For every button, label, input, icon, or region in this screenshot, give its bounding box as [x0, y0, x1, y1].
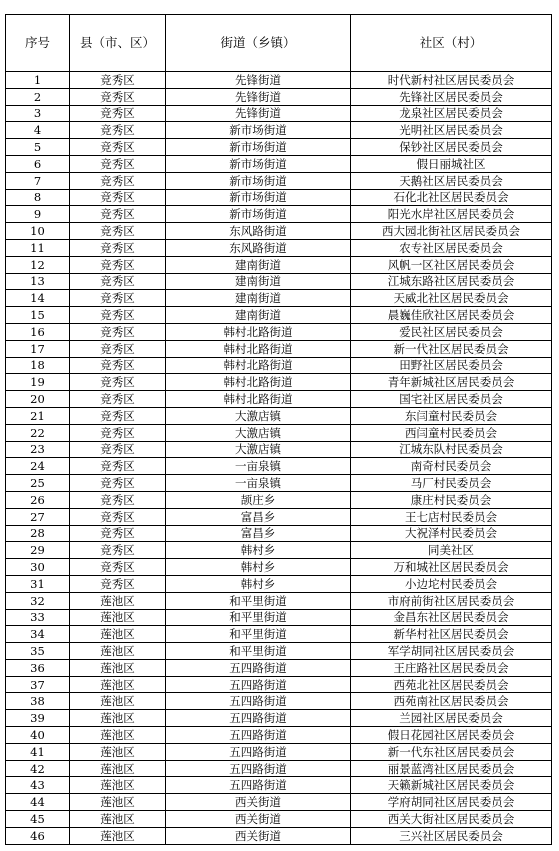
cell-community: 康庄村民委员会 — [351, 491, 552, 508]
cell-community: 农专社区居民委员会 — [351, 239, 552, 256]
cell-street: 韩村北路街道 — [166, 357, 351, 374]
cell-county: 竞秀区 — [70, 72, 166, 89]
cell-community: 三兴社区居民委员会 — [351, 827, 552, 844]
cell-community: 西闫童村民委员会 — [351, 424, 552, 441]
table-row — [6, 592, 552, 609]
cell-community: 天威北社区居民委员会 — [351, 290, 552, 307]
cell-county: 莲池区 — [70, 727, 166, 744]
cell-community: 先锋社区居民委员会 — [351, 88, 552, 105]
cell-serial: 41 — [6, 743, 70, 760]
cell-county: 莲池区 — [70, 659, 166, 676]
cell-community: 王庄路社区居民委员会 — [351, 659, 552, 676]
cell-street: 东风路街道 — [166, 223, 351, 240]
cell-serial: 23 — [6, 441, 70, 458]
cell-street: 新市场街道 — [166, 122, 351, 139]
cell-community: 江城东路社区居民委员会 — [351, 273, 552, 290]
cell-street: 先锋街道 — [166, 105, 351, 122]
cell-serial: 9 — [6, 206, 70, 223]
cell-county: 莲池区 — [70, 760, 166, 777]
table-row — [6, 340, 552, 357]
cell-serial: 46 — [6, 827, 70, 844]
cell-county: 竞秀区 — [70, 323, 166, 340]
table-row — [6, 626, 552, 643]
table-row — [6, 491, 552, 508]
cell-community: 阳光水岸社区居民委员会 — [351, 206, 552, 223]
cell-serial: 7 — [6, 172, 70, 189]
table-row — [6, 575, 552, 592]
cell-county: 竞秀区 — [70, 273, 166, 290]
header-community: 社区（村） — [351, 15, 552, 72]
cell-street: 五四路街道 — [166, 743, 351, 760]
cell-community: 新一代东社区居民委员会 — [351, 743, 552, 760]
cell-street: 韩村乡 — [166, 575, 351, 592]
cell-county: 竞秀区 — [70, 256, 166, 273]
cell-community: 爱民社区居民委员会 — [351, 323, 552, 340]
table-row — [6, 391, 552, 408]
cell-county: 竞秀区 — [70, 357, 166, 374]
table-row — [6, 659, 552, 676]
cell-street: 西关街道 — [166, 811, 351, 828]
cell-serial: 8 — [6, 189, 70, 206]
cell-street: 大激店镇 — [166, 441, 351, 458]
cell-street: 韩村北路街道 — [166, 374, 351, 391]
cell-community: 青年新城社区居民委员会 — [351, 374, 552, 391]
cell-community: 光明社区居民委员会 — [351, 122, 552, 139]
cell-community: 丽景蓝湾社区居民委员会 — [351, 760, 552, 777]
cell-community: 石化北社区居民委员会 — [351, 189, 552, 206]
cell-community: 天鹅社区居民委员会 — [351, 172, 552, 189]
cell-serial: 20 — [6, 391, 70, 408]
table-row — [6, 827, 552, 844]
cell-county: 莲池区 — [70, 693, 166, 710]
cell-serial: 24 — [6, 458, 70, 475]
cell-serial: 18 — [6, 357, 70, 374]
table-row — [6, 172, 552, 189]
cell-county: 莲池区 — [70, 811, 166, 828]
cell-county: 竞秀区 — [70, 307, 166, 324]
cell-serial: 30 — [6, 559, 70, 576]
cell-community: 金昌东社区居民委员会 — [351, 609, 552, 626]
header-serial: 序号 — [6, 15, 70, 72]
cell-county: 竞秀区 — [70, 508, 166, 525]
cell-community: 市府前街社区居民委员会 — [351, 592, 552, 609]
table-row — [6, 139, 552, 156]
cell-county: 竞秀区 — [70, 424, 166, 441]
table-row — [6, 374, 552, 391]
cell-serial: 25 — [6, 475, 70, 492]
cell-street: 新市场街道 — [166, 172, 351, 189]
cell-county: 竞秀区 — [70, 542, 166, 559]
cell-serial: 40 — [6, 727, 70, 744]
cell-county: 莲池区 — [70, 676, 166, 693]
cell-county: 莲池区 — [70, 794, 166, 811]
cell-serial: 15 — [6, 307, 70, 324]
cell-street: 新市场街道 — [166, 206, 351, 223]
cell-community: 新一代社区居民委员会 — [351, 340, 552, 357]
cell-county: 竞秀区 — [70, 155, 166, 172]
cell-street: 韩村北路街道 — [166, 391, 351, 408]
cell-serial: 36 — [6, 659, 70, 676]
table-body — [6, 72, 552, 845]
cell-serial: 33 — [6, 609, 70, 626]
cell-serial: 38 — [6, 693, 70, 710]
cell-serial: 21 — [6, 407, 70, 424]
cell-county: 竞秀区 — [70, 105, 166, 122]
table-row — [6, 643, 552, 660]
cell-serial: 22 — [6, 424, 70, 441]
cell-county: 竞秀区 — [70, 407, 166, 424]
cell-serial: 19 — [6, 374, 70, 391]
cell-community: 东闫童村民委员会 — [351, 407, 552, 424]
cell-county: 竞秀区 — [70, 458, 166, 475]
cell-street: 五四路街道 — [166, 760, 351, 777]
header-county: 县（市、区） — [70, 15, 166, 72]
header-row — [6, 15, 552, 72]
cell-community: 龙泉社区居民委员会 — [351, 105, 552, 122]
community-table — [5, 14, 552, 845]
cell-street: 大激店镇 — [166, 407, 351, 424]
cell-community: 南奇村民委员会 — [351, 458, 552, 475]
cell-community: 假日丽城社区 — [351, 155, 552, 172]
table-row — [6, 508, 552, 525]
cell-county: 竞秀区 — [70, 122, 166, 139]
table-header — [6, 15, 552, 72]
cell-community: 国宅社区居民委员会 — [351, 391, 552, 408]
cell-county: 竞秀区 — [70, 139, 166, 156]
cell-community: 兰园社区居民委员会 — [351, 710, 552, 727]
cell-serial: 45 — [6, 811, 70, 828]
table-row — [6, 693, 552, 710]
cell-street: 西关街道 — [166, 827, 351, 844]
table-row — [6, 273, 552, 290]
cell-community: 同美社区 — [351, 542, 552, 559]
cell-community: 马厂村民委员会 — [351, 475, 552, 492]
table-row — [6, 290, 552, 307]
cell-community: 小边坨村民委员会 — [351, 575, 552, 592]
cell-county: 竞秀区 — [70, 374, 166, 391]
cell-county: 竞秀区 — [70, 559, 166, 576]
table-row — [6, 727, 552, 744]
cell-street: 一亩泉镇 — [166, 475, 351, 492]
cell-county: 竞秀区 — [70, 206, 166, 223]
cell-county: 莲池区 — [70, 592, 166, 609]
table-row — [6, 155, 552, 172]
cell-street: 建南街道 — [166, 307, 351, 324]
cell-street: 西关街道 — [166, 794, 351, 811]
cell-serial: 27 — [6, 508, 70, 525]
cell-county: 竞秀区 — [70, 290, 166, 307]
cell-county: 竞秀区 — [70, 525, 166, 542]
cell-serial: 39 — [6, 710, 70, 727]
table-row — [6, 743, 552, 760]
table-row — [6, 458, 552, 475]
cell-street: 韩村北路街道 — [166, 323, 351, 340]
cell-county: 莲池区 — [70, 609, 166, 626]
table-row — [6, 239, 552, 256]
table-row — [6, 223, 552, 240]
cell-street: 和平里街道 — [166, 592, 351, 609]
cell-serial: 3 — [6, 105, 70, 122]
cell-street: 五四路街道 — [166, 676, 351, 693]
cell-serial: 26 — [6, 491, 70, 508]
table-row — [6, 307, 552, 324]
cell-county: 莲池区 — [70, 827, 166, 844]
cell-community: 江城东队村民委员会 — [351, 441, 552, 458]
cell-street: 新市场街道 — [166, 139, 351, 156]
table-row — [6, 122, 552, 139]
cell-community: 大祝泽村民委员会 — [351, 525, 552, 542]
cell-street: 建南街道 — [166, 256, 351, 273]
cell-serial: 16 — [6, 323, 70, 340]
cell-community: 西苑南社区居民委员会 — [351, 693, 552, 710]
table-row — [6, 710, 552, 727]
cell-serial: 4 — [6, 122, 70, 139]
table-row — [6, 256, 552, 273]
cell-county: 竞秀区 — [70, 239, 166, 256]
table-row — [6, 206, 552, 223]
cell-serial: 5 — [6, 139, 70, 156]
table-row — [6, 105, 552, 122]
cell-street: 五四路街道 — [166, 710, 351, 727]
cell-street: 一亩泉镇 — [166, 458, 351, 475]
cell-community: 假日花园社区居民委员会 — [351, 727, 552, 744]
header-street: 街道（乡镇） — [166, 15, 351, 72]
cell-serial: 37 — [6, 676, 70, 693]
cell-serial: 2 — [6, 88, 70, 105]
cell-street: 五四路街道 — [166, 727, 351, 744]
table-row — [6, 407, 552, 424]
cell-county: 竞秀区 — [70, 223, 166, 240]
cell-county: 莲池区 — [70, 777, 166, 794]
cell-serial: 10 — [6, 223, 70, 240]
cell-street: 颉庄乡 — [166, 491, 351, 508]
cell-community: 天籁新城社区居民委员会 — [351, 777, 552, 794]
cell-county: 莲池区 — [70, 626, 166, 643]
cell-street: 韩村乡 — [166, 559, 351, 576]
table-row — [6, 475, 552, 492]
cell-street: 五四路街道 — [166, 777, 351, 794]
cell-serial: 6 — [6, 155, 70, 172]
table-row — [6, 811, 552, 828]
cell-street: 东风路街道 — [166, 239, 351, 256]
cell-street: 和平里街道 — [166, 609, 351, 626]
cell-serial: 35 — [6, 643, 70, 660]
cell-county: 竞秀区 — [70, 189, 166, 206]
cell-county: 莲池区 — [70, 643, 166, 660]
table-row — [6, 88, 552, 105]
cell-county: 竞秀区 — [70, 88, 166, 105]
cell-county: 竞秀区 — [70, 340, 166, 357]
cell-street: 韩村乡 — [166, 542, 351, 559]
cell-serial: 13 — [6, 273, 70, 290]
cell-community: 万和城社区居民委员会 — [351, 559, 552, 576]
cell-county: 竞秀区 — [70, 491, 166, 508]
table-row — [6, 609, 552, 626]
cell-street: 大激店镇 — [166, 424, 351, 441]
table-row — [6, 441, 552, 458]
table-row — [6, 189, 552, 206]
cell-serial: 42 — [6, 760, 70, 777]
cell-serial: 32 — [6, 592, 70, 609]
table-row — [6, 424, 552, 441]
table-row — [6, 676, 552, 693]
cell-street: 和平里街道 — [166, 643, 351, 660]
cell-community: 风帆一区社区居民委员会 — [351, 256, 552, 273]
cell-community: 时代新村社区居民委员会 — [351, 72, 552, 89]
cell-serial: 17 — [6, 340, 70, 357]
cell-street: 建南街道 — [166, 290, 351, 307]
table-row — [6, 777, 552, 794]
cell-serial: 29 — [6, 542, 70, 559]
cell-street: 韩村北路街道 — [166, 340, 351, 357]
table-row — [6, 323, 552, 340]
cell-street: 和平里街道 — [166, 626, 351, 643]
table-row — [6, 760, 552, 777]
table-row — [6, 357, 552, 374]
cell-street: 新市场街道 — [166, 189, 351, 206]
table-row — [6, 72, 552, 89]
cell-community: 西大园北街社区居民委员会 — [351, 223, 552, 240]
cell-street: 先锋街道 — [166, 72, 351, 89]
cell-county: 竞秀区 — [70, 575, 166, 592]
cell-serial: 44 — [6, 794, 70, 811]
cell-community: 王七店村民委员会 — [351, 508, 552, 525]
cell-street: 先锋街道 — [166, 88, 351, 105]
cell-street: 五四路街道 — [166, 659, 351, 676]
cell-community: 晨巍佳欣社区居民委员会 — [351, 307, 552, 324]
cell-county: 竞秀区 — [70, 391, 166, 408]
table-row — [6, 559, 552, 576]
cell-serial: 12 — [6, 256, 70, 273]
table-row — [6, 542, 552, 559]
cell-community: 田野社区居民委员会 — [351, 357, 552, 374]
cell-county: 竞秀区 — [70, 475, 166, 492]
cell-community: 新华村社区居民委员会 — [351, 626, 552, 643]
cell-serial: 1 — [6, 72, 70, 89]
table-row — [6, 525, 552, 542]
cell-community: 保钞社区居民委员会 — [351, 139, 552, 156]
cell-county: 莲池区 — [70, 743, 166, 760]
cell-serial: 14 — [6, 290, 70, 307]
cell-street: 建南街道 — [166, 273, 351, 290]
cell-serial: 43 — [6, 777, 70, 794]
cell-community: 西关大街社区居民委员会 — [351, 811, 552, 828]
cell-serial: 28 — [6, 525, 70, 542]
table-row — [6, 794, 552, 811]
cell-street: 富昌乡 — [166, 508, 351, 525]
cell-county: 竞秀区 — [70, 172, 166, 189]
cell-serial: 31 — [6, 575, 70, 592]
cell-serial: 11 — [6, 239, 70, 256]
cell-street: 五四路街道 — [166, 693, 351, 710]
cell-community: 学府胡同社区居民委员会 — [351, 794, 552, 811]
cell-street: 富昌乡 — [166, 525, 351, 542]
cell-serial: 34 — [6, 626, 70, 643]
cell-community: 西苑北社区居民委员会 — [351, 676, 552, 693]
cell-county: 莲池区 — [70, 710, 166, 727]
cell-county: 竞秀区 — [70, 441, 166, 458]
cell-community: 军学胡同社区居民委员会 — [351, 643, 552, 660]
cell-street: 新市场街道 — [166, 155, 351, 172]
